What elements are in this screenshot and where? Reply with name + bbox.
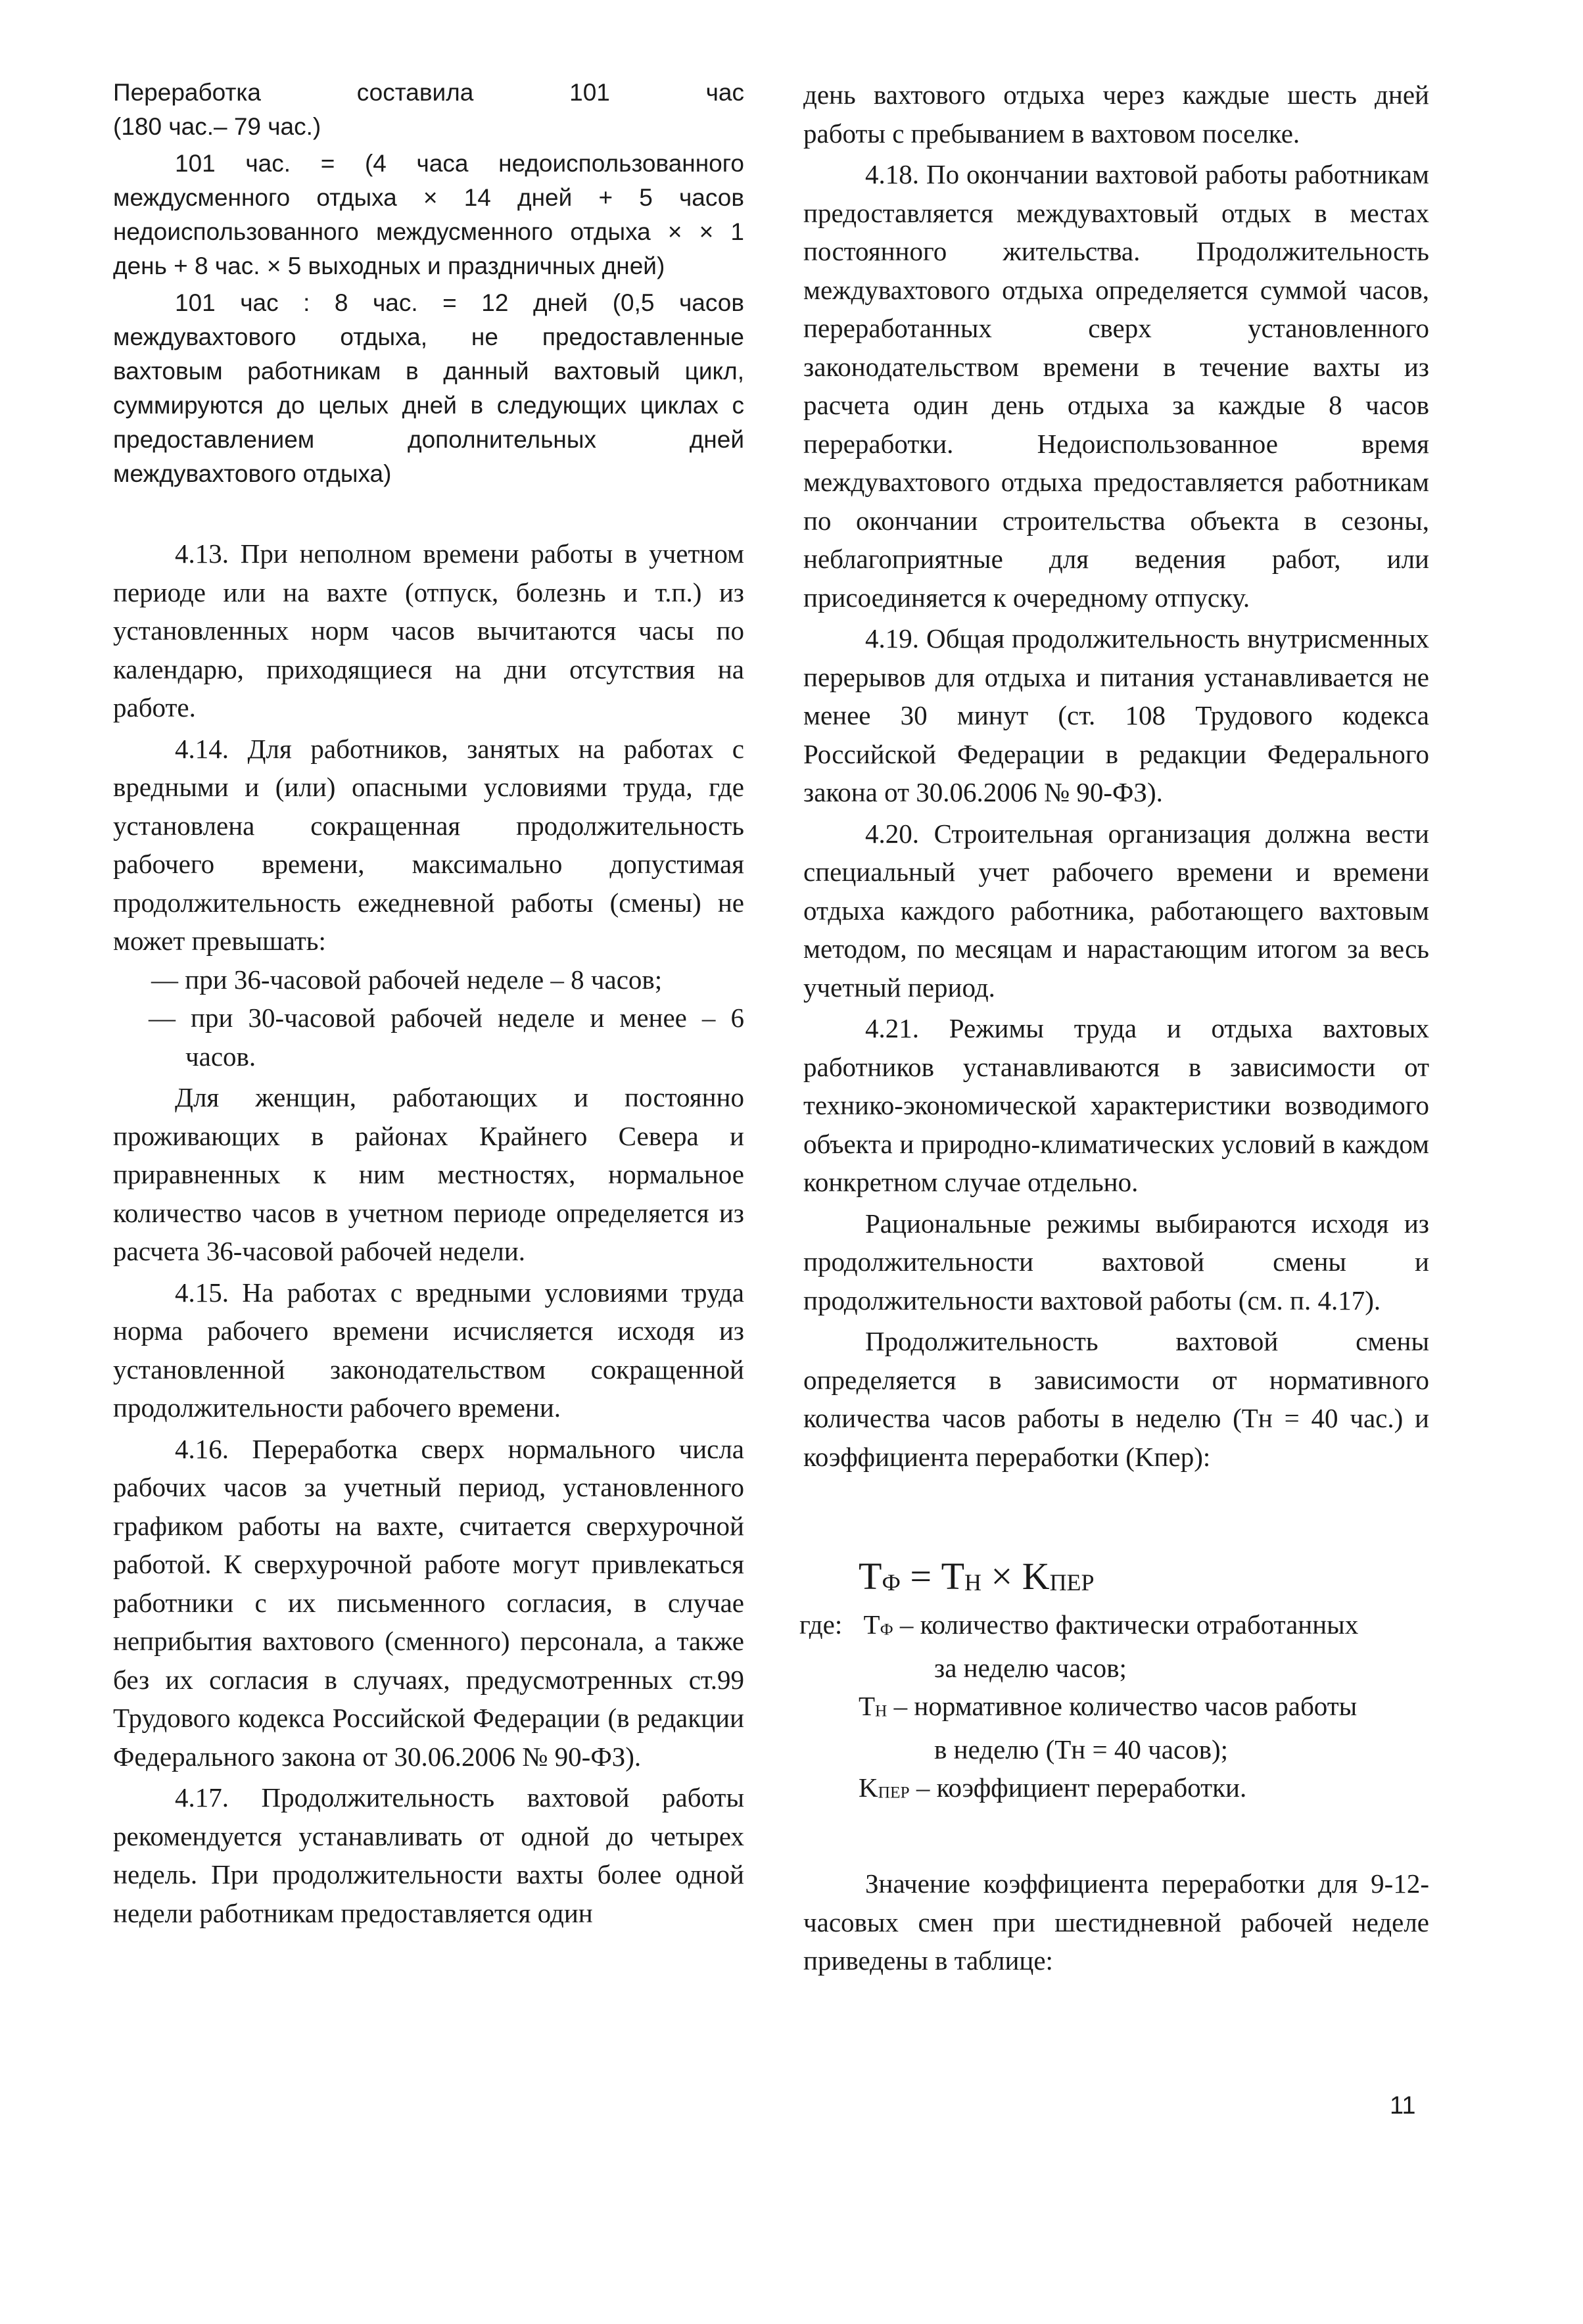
formula-symbol: × <box>991 1555 1013 1598</box>
legend-row <box>799 1605 1429 1649</box>
right-text <box>803 76 1429 1476</box>
calc-word: Переработка <box>113 79 261 106</box>
paragraph-shift: Продолжительность вахтовой смены определяется в зависимости от нормативного количества часов работы в неделю (Tн = 40 час.) и коэффициента переработки (Kпер): <box>803 1326 1429 1472</box>
left-column <box>113 76 744 1932</box>
legend-text: – коэффициент переработки. <box>916 1772 1247 1803</box>
formula-symbol: K <box>859 1772 878 1803</box>
dash-item: — при 36-часовой рабочей неделе – 8 часов; <box>151 964 663 995</box>
formula-symbol: K <box>1022 1555 1050 1598</box>
paragraph-4-21: 4.21. Режимы труда и отдыха вахтовых работников устанавливаются в зависимости от технико-экономической характеристики возводимого объекта и природно-климатических условий в каждом конкретном случае отдельно. <box>803 1013 1429 1197</box>
formula-subscript: Н <box>875 1701 887 1720</box>
legend-row <box>799 1768 1429 1812</box>
calc-days: 101 час : 8 час. = 12 дней (0,5 часов междувахтового отдыха, не предоставленные вахтовым работникам в данный вахтовый цикл, суммируются до целых дней в следующих циклах с предоставлением дополнительных дней междувахтового отдыха) <box>113 289 744 487</box>
left-text <box>113 534 744 1932</box>
paragraph-4-16: 4.16. Переработка сверх нормального числа рабочих часов за учетный период, установленного графиком работы на вахте, считается сверхурочной работой. К сверхурочной работе могут привлекаться работники с их письменного согласия, в случае неприбытия вахтового (сменного) персонала, а также без их согласия в случаях, предусмотренных ст.99 Трудового кодекса Российской Федерации (в редакции Федерального закона от 30.06.2006 № 90-ФЗ). <box>113 1433 744 1772</box>
paragraph-4-20: 4.20. Строительная организация должна вести специальный учет рабочего времени и времени отдыха каждого работника, работающего вахтовым методом, по месяцам и нарастающим итогом за весь учетный период. <box>803 818 1429 1003</box>
calc-line-1 <box>113 76 744 110</box>
page-number: 11 <box>1390 2092 1416 2120</box>
paragraph-table-intro: Значение коэффициента переработки для 9-12-часовых смен при шестидневной рабочей неделе приведены в таблице: <box>803 1868 1429 1976</box>
formula-subscript: ПЕР <box>878 1783 910 1802</box>
paragraph-regimes: Рациональные режимы выбираются исходя из продолжительности вахтовой смены и продолжительности вахтовой работы (см. п. 4.17). <box>803 1208 1429 1316</box>
calc-word: составила <box>356 79 474 106</box>
paragraph-4-18: 4.18. По окончании вахтовой работы работникам предоставляется междувахтовый отдых в местах постоянного жительства. Продолжительность междувахтового отдыха определяется суммой часов, переработанных сверх установленного законодательством времени в течение вахты из расчета один день отдыха за каждые 8 часов переработки. Недоиспользованное время междувахтового отдыха предоставляется работникам по окончании строительства объекта в сезоны, неблагоприятные для ведения работ, или присоединяется к очередному отпуску. <box>803 159 1429 613</box>
formula-symbol: T <box>941 1555 964 1598</box>
legend-label: где: <box>799 1609 843 1640</box>
formula <box>859 1553 1429 1605</box>
right-column <box>799 76 1429 1980</box>
paragraph-4-13: 4.13. При неполном времени работы в учетном периоде или на вахте (отпуск, болезнь и т.п.) из установленных норм часов вычитаются часы по календарю, приходящиеся на дни отсутствия на работе. <box>113 538 744 723</box>
formula-symbol: T <box>863 1609 880 1640</box>
calc-breakdown: 101 час. = (4 часа недоиспользованного междусменного отдыха × 14 дней + 5 часов недоиспользованного междусменного отдыха × × 1 день + 8 час. × 5 выходных и праздничных дней) <box>113 150 744 279</box>
calculation-block <box>113 76 744 491</box>
paragraph-4-17-cont: день вахтового отдыха через каждые шесть дней работы с пребыванием в вахтовом поселке. <box>803 80 1429 149</box>
formula-symbol: = <box>910 1555 932 1598</box>
paragraph-4-17: 4.17. Продолжительность вахтовой работы рекомендуется устанавливать от одной до четырех недель. При продолжительности вахты более одной недели работникам предоставляется один <box>113 1782 744 1928</box>
formula-subscript: Ф <box>880 1620 893 1639</box>
formula-subscript: Ф <box>882 1569 901 1596</box>
calc-word: 101 <box>569 79 610 106</box>
formula-symbol: T <box>859 1691 876 1722</box>
legend-text: за неделю часов; <box>934 1652 1127 1683</box>
legend-row <box>799 1687 1429 1730</box>
formula-legend <box>799 1605 1429 1812</box>
paragraph-women: Для женщин, работающих и постоянно проживающих в районах Крайнего Севера и приравненных к ним местностях, нормальное количество часов в учетном периоде определяется из расчета 36-часовой рабочей недели. <box>113 1082 744 1266</box>
formula-subscript: ПЕР <box>1049 1569 1095 1596</box>
formula-subscript: Н <box>964 1569 981 1596</box>
paragraph-4-19: 4.19. Общая продолжительность внутрисменных перерывов для отдыха и питания устанавливается не менее 30 минут (ст. 108 Трудового кодекса Российской Федерации в редакции Федерального закона от 30.06.2006 № 90-ФЗ). <box>803 623 1429 807</box>
paragraph-4-15: 4.15. На работах с вредными условиями труда норма рабочего времени исчисляется исходя из установленной законодательством сокращенной продолжительности рабочего времени. <box>113 1277 744 1423</box>
legend-text: в неделю (Tн = 40 часов); <box>934 1734 1229 1765</box>
paragraph-4-14: 4.14. Для работников, занятых на работах с вредными и (или) опасными условиями труда, где установлена сокращенная продолжительность рабочего времени, максимально допустимая продолжительность ежедневной работы (смены) не может превышать: <box>113 733 744 956</box>
legend-text: – количество фактически отработанных <box>899 1609 1359 1640</box>
calc-word: час <box>705 79 744 106</box>
legend-text: – нормативное количество часов работы <box>893 1691 1358 1722</box>
calc-line-2: (180 час.– 79 час.) <box>113 113 321 140</box>
formula-symbol: T <box>859 1555 882 1598</box>
dash-item: — при 30-часовой рабочей неделе и менее – 6 часов. <box>149 1003 744 1072</box>
